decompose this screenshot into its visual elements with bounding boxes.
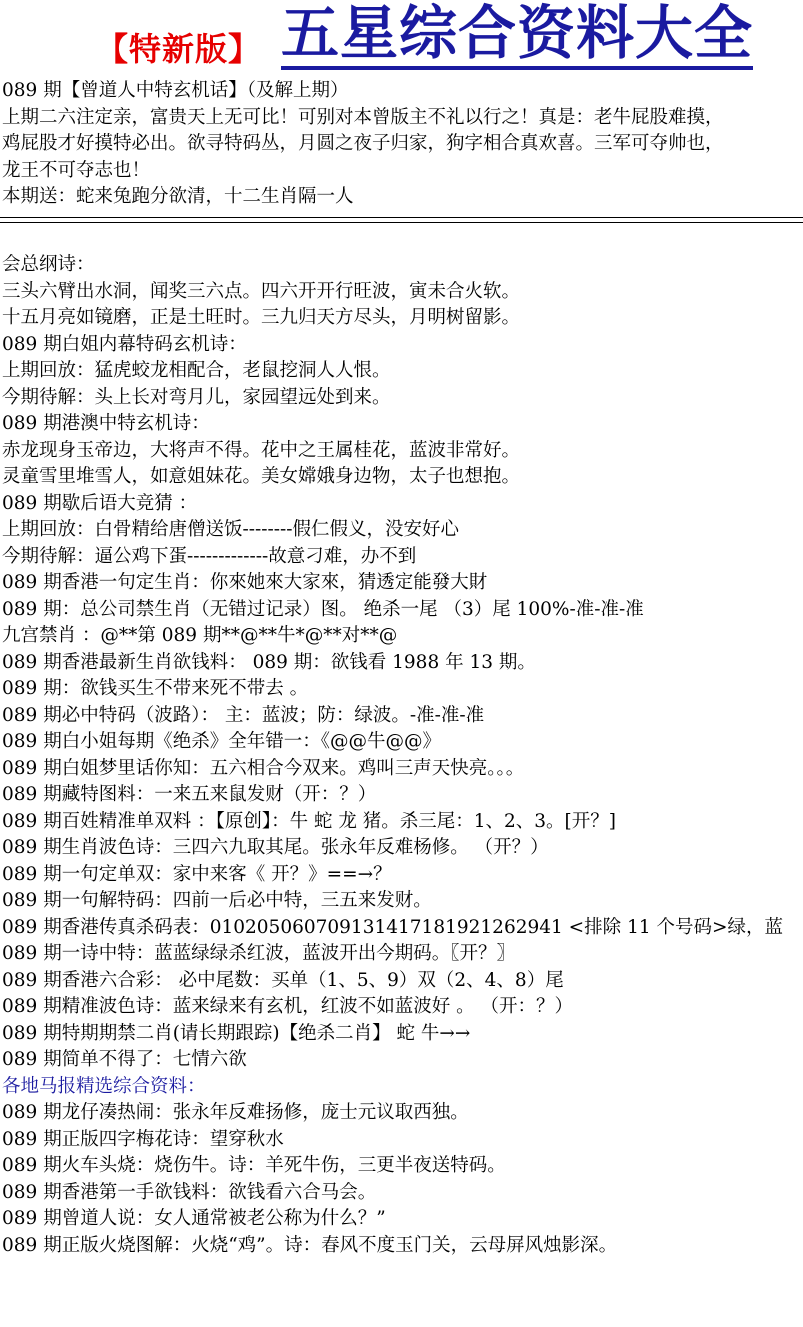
content-line: 089 期龙仔凑热闹：张永年反难扬修，庞士元议取西独。 bbox=[2, 1102, 469, 1123]
content-line: 089 期正版四字梅花诗：望穿秋水 bbox=[2, 1128, 284, 1150]
content-line: 三头六臂出水洞，闻奖三六点。四六开开行旺波，寅未合火软。 bbox=[2, 280, 521, 302]
section-heading: 各地马报精选综合资料： bbox=[2, 1075, 206, 1097]
content-line: 089 期百姓精准单双料 ：【原创】：牛 蛇 龙 猪。杀三尾：1、2、3。[开？] bbox=[2, 810, 616, 832]
content-line: 十五月亮如镜磨，正是土旺时。三九归天方尽头，月明树留影。 bbox=[2, 307, 521, 328]
content-line: 089 期：欲钱买生不带来死不带去 。 bbox=[2, 678, 309, 699]
content-line: 今期待解：逼公鸡下蛋-------------故意刁难，办不到 bbox=[2, 545, 417, 567]
intro-line: 鸡屁股才好摸特必出。欲寻特码丛，月圆之夜子归家，狗字相合真欢喜。三军可夺帅也， bbox=[2, 133, 724, 154]
intro-line: 上期二六注定亲，富贵天上无可比！可别对本曾版主不礼以行之！真是：老牛屁股难摸， bbox=[2, 106, 724, 128]
content-line: 089 期精准波色诗：蓝来绿来有玄机，红波不如蓝波好 。 （开：？） bbox=[2, 996, 573, 1017]
page-header bbox=[0, 0, 803, 76]
content-line: 089 期一句解特码：四前一后必中特，三五来发财。 bbox=[2, 890, 432, 911]
divider bbox=[0, 222, 803, 223]
content-line: 089 期香港第一手欲钱料：欲钱看六合马会。 bbox=[2, 1181, 377, 1203]
intro-section bbox=[0, 78, 803, 211]
content-line: 会总纲诗： bbox=[2, 254, 95, 275]
edition-tag: 【特新版】 bbox=[96, 30, 262, 68]
content-line: 089 期必中特码（波路）： 主：蓝波；防：绿波。-准-准-准 bbox=[2, 704, 485, 726]
content-line: 089 期生肖波色诗：三四六九取其尾。张永年反难杨修。 （开？） bbox=[2, 837, 549, 858]
content-line: 089 期曾道人说：女人通常被老公称为什么？” bbox=[2, 1208, 386, 1229]
content-line: 上期回放：猛虎蛟龙相配合，老鼠挖洞人人恨。 bbox=[2, 360, 391, 381]
content-line: 089 期白小姐每期《绝杀》全年错一：《@@牛@@》 bbox=[2, 731, 441, 752]
content-line: 今期待解：头上长对弯月儿，家园望远处到来。 bbox=[2, 386, 391, 408]
intro-line: 089 期【曾道人中特玄机话】（及解上期） bbox=[2, 80, 349, 101]
content-line: 089 期歇后语大竞猜 ： bbox=[2, 492, 198, 514]
content-line: 089 期：总公司禁生肖（无错过记录）图。 绝杀一尾 （3）尾 100%-准-准-准 bbox=[2, 598, 644, 620]
content-line: 089 期白姐梦里话你知：五六相合今双来。鸡叫三声天快亮。。。 bbox=[2, 757, 525, 779]
content-line: 上期回放：白骨精给唐僧送饭--------假仁假义，没安好心 bbox=[2, 519, 460, 540]
content-line: 089 期港澳中特玄机诗： bbox=[2, 413, 210, 434]
content-line: 089 期香港最新生肖欲钱料： 089 期：欲钱看 1988 年 13 期。 bbox=[2, 651, 536, 673]
content-line: 089 期简单不得了：七情六欲 bbox=[2, 1049, 247, 1070]
content-line: 089 期正版火烧图解：火烧“鸡”。诗：春风不度玉门关，云母屏风烛影深。 bbox=[2, 1234, 618, 1256]
content-line: 089 期藏特图料：一来五来鼠发财（开：？） bbox=[2, 784, 377, 805]
content-line: 089 期一句定单双：家中来客《 开？》==→？ bbox=[2, 863, 392, 885]
content-line: 灵童雪里堆雪人，如意姐妹花。美女嫦娥身边物，太子也想抱。 bbox=[2, 466, 521, 487]
content-line: 089 期香港一句定生肖：你來她來大家來，猜透定能發大財 bbox=[2, 572, 488, 593]
content-line: 089 期火车头烧：烧伤牛。诗：羊死牛伤，三更半夜送特码。 bbox=[2, 1155, 506, 1176]
content-line: 赤龙现身玉帝边，大将声不得。花中之王属桂花，蓝波非常好。 bbox=[2, 439, 521, 461]
divider bbox=[0, 217, 803, 218]
content-line: 089 期特期期禁二肖(请长期跟踪)【绝杀二肖】 蛇 牛→→ bbox=[2, 1022, 471, 1044]
content-line: 089 期香港传真杀码表：010205060709131417181921262941 <排除 11 个号码>绿，蓝 bbox=[2, 916, 783, 938]
content-line: 九宫禁肖 ：@**第 089 期**@**牛*@**对**@ bbox=[2, 625, 398, 646]
intro-line: 龙王不可夺志也！ bbox=[2, 159, 151, 181]
intro-line: 本期送：蛇来兔跑分欲清，十二生肖隔一人 bbox=[2, 186, 354, 207]
page-title: 五星综合资料大全 bbox=[281, 2, 753, 70]
content-line: 089 期香港六合彩： 必中尾数：买单（1、5、9）双（2、4、8）尾 bbox=[2, 969, 564, 991]
content-section bbox=[0, 252, 803, 1259]
content-line: 089 期一诗中特：蓝蓝绿绿杀红波，蓝波开出今期码。〖开？〗 bbox=[2, 943, 515, 964]
content-line: 089 期白姐内幕特码玄机诗： bbox=[2, 333, 247, 355]
